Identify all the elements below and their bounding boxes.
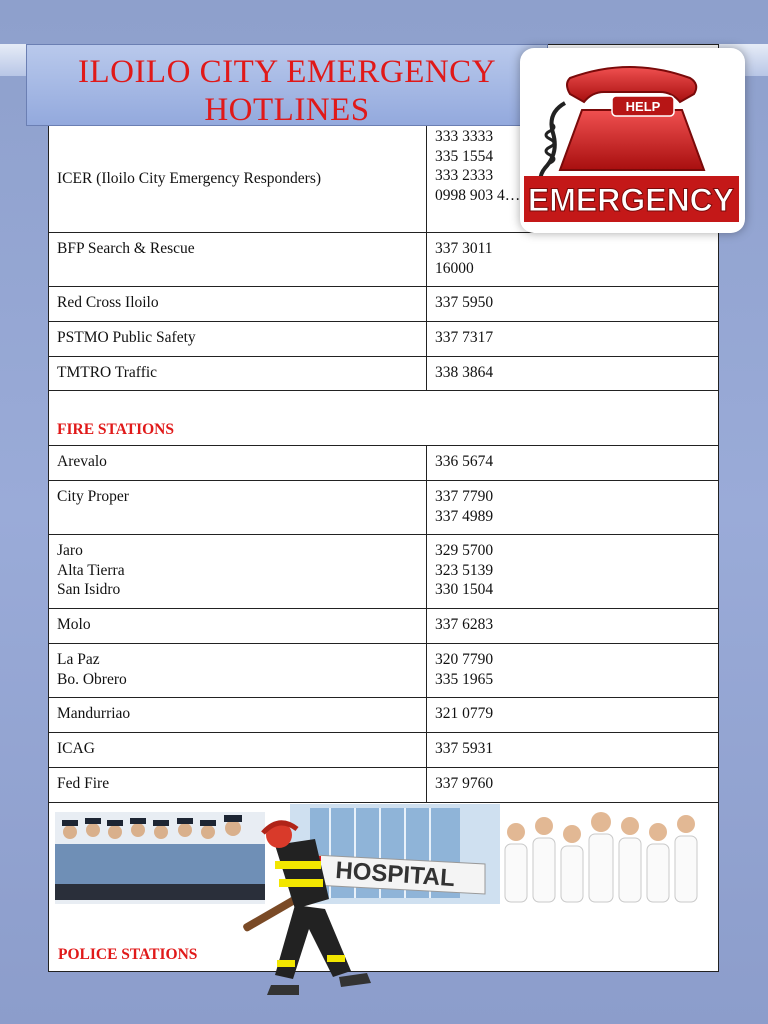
station-number: 337 6283 (427, 609, 719, 644)
table-row (49, 446, 719, 481)
station-name: Mandurriao (49, 698, 427, 733)
table-row (49, 322, 719, 357)
police-hospital-doctors-image (55, 804, 715, 914)
station-name: ICAG (49, 733, 427, 768)
station-number: 337 5931 (427, 733, 719, 768)
table-row (49, 357, 719, 391)
table-row (49, 768, 719, 803)
police-officers-image (55, 812, 265, 904)
hotline-name: PSTMO Public Safety (49, 322, 427, 357)
station-number: 336 5674 (427, 446, 719, 481)
table-row (49, 535, 719, 609)
table-row (49, 644, 719, 698)
emergency-phone-image (520, 48, 745, 233)
hotline-number: 337 5950 (427, 287, 719, 322)
hospital-sign-text: HOSPITAL (334, 856, 456, 893)
firefighter-icon (235, 815, 380, 1010)
hotline-name: BFP Search & Rescue (49, 233, 427, 287)
telephone-icon (520, 48, 745, 233)
help-sign-text: HELP (625, 99, 661, 114)
hotline-name: ICER (Iloilo City Emergency Responders) (49, 125, 427, 233)
station-name: City Proper (49, 481, 427, 535)
doctors-image (505, 812, 697, 902)
hotline-number: 337 7317 (427, 322, 719, 357)
hotline-number: 337 3011 16000 (427, 233, 719, 287)
table-row (49, 698, 719, 733)
table-row (49, 481, 719, 535)
station-name: Arevalo (49, 446, 427, 481)
station-number: 320 7790 335 1965 (427, 644, 719, 698)
station-number: 321 0779 (427, 698, 719, 733)
bottom-illustration (55, 804, 715, 914)
table-row (49, 609, 719, 644)
emergency-sign-text: EMERGENCY (527, 182, 735, 218)
hotline-name: Red Cross Iloilo (49, 287, 427, 322)
hotline-name: TMTRO Traffic (49, 357, 427, 391)
station-number: 329 5700 323 5139 330 1504 (427, 535, 719, 609)
table-row (49, 233, 719, 287)
table-row (49, 287, 719, 322)
hotline-number: 338 3864 (427, 357, 719, 391)
hotline-number: 333 3333 335 1554 333 2333 0998 903 4… (427, 125, 719, 233)
section-row (49, 391, 719, 446)
station-name: Molo (49, 609, 427, 644)
page-title: ILOILO CITY EMERGENCY HOTLINES (26, 44, 548, 126)
station-name: Fed Fire (49, 768, 427, 803)
station-name: La Paz Bo. Obrero (49, 644, 427, 698)
table-row (49, 733, 719, 768)
police-stations-heading: POLICE STATIONS (58, 946, 198, 963)
station-number: 337 9760 (427, 768, 719, 803)
station-name: Jaro Alta Tierra San Isidro (49, 535, 427, 609)
fire-stations-heading: FIRE STATIONS (49, 391, 719, 446)
station-number: 337 7790 337 4989 (427, 481, 719, 535)
